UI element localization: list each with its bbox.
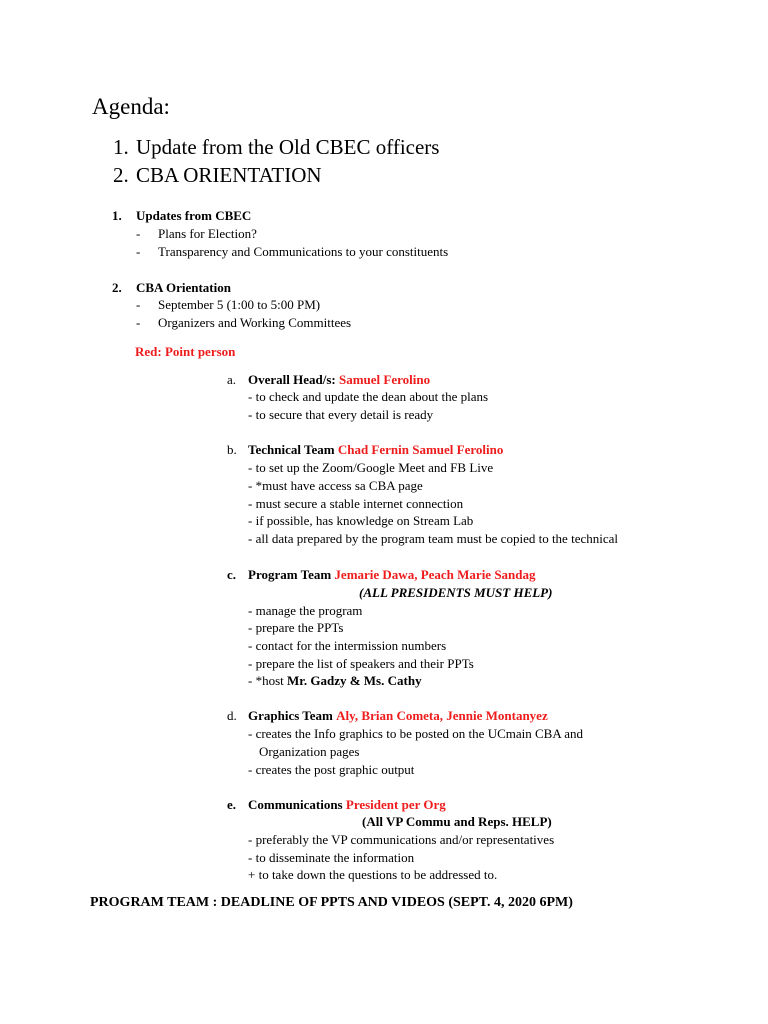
team-line: - contact for the intermission numbers [248,638,447,653]
team-line: Organization pages [259,744,360,759]
team-letter: a. [227,372,237,387]
team-leads: Samuel Ferolino [339,372,431,387]
team-c-heading [227,567,536,583]
team-line: - manage the program [248,603,363,618]
team-line: - prepare the list of speakers and their PPTs [248,656,474,671]
team-a-heading [227,372,430,388]
agenda-item [113,163,322,188]
section-2-heading [112,280,231,296]
team-b-heading [227,442,503,458]
team-line: - creates the post graphic output [248,762,415,777]
team-line: - *must have access sa CBA page [248,478,423,493]
team-host-line [248,673,422,689]
agenda-item-number: 2. [113,163,129,187]
bullet-item [136,226,257,242]
deadline-note: PROGRAM TEAM : DEADLINE OF PPTS AND VIDEOS (SEPT. 4, 2020 6PM) [90,895,573,910]
bullet-text: Plans for Election? [158,226,257,241]
agenda-item-text: Update from the Old CBEC officers [136,135,440,159]
team-help-note: (All VP Commu and Reps. HELP) [362,814,552,829]
team-line: - to check and update the dean about the plans [248,389,489,404]
team-line: - creates the Info graphics to be posted on the UCmain CBA and [248,726,584,741]
team-line: - prepare the PPTs [248,620,344,635]
host-names: Mr. Gadzy & Ms. Cathy [287,673,422,688]
team-name: Program Team [248,567,332,582]
team-name: Communications [248,797,343,812]
bullet-item [136,244,448,260]
team-help-note: (ALL PRESIDENTS MUST HELP) [359,585,553,600]
team-leads: Aly, Brian Cometa, Jennie Montanyez [336,708,548,723]
agenda-item-text: CBA ORIENTATION [136,163,322,187]
team-line: - if possible, has knowledge on Stream Lab [248,513,474,528]
bullet-item [136,315,351,331]
section-title: Updates from CBEC [136,208,252,223]
bullet-dash: - [136,226,141,241]
section-title: CBA Orientation [136,280,231,295]
team-leads: President per Org [345,797,446,812]
team-letter: d. [227,708,237,723]
team-letter: e. [227,797,237,812]
team-leads: Jemarie Dawa, Peach Marie Sandag [334,567,536,582]
agenda-item-number: 1. [113,135,129,159]
team-name: Graphics Team [248,708,333,723]
bullet-dash: - [136,297,141,312]
team-d-heading [227,708,548,724]
team-line: - to disseminate the information [248,850,415,865]
legend-note: Red: Point person [135,344,236,359]
team-leads: Chad Fernin Samuel Ferolino [337,442,504,457]
bullet-text: September 5 (1:00 to 5:00 PM) [158,297,321,312]
team-name: Technical Team [248,442,335,457]
section-number: 1. [112,208,122,223]
team-line: - to set up the Zoom/Google Meet and FB Live [248,460,494,475]
team-letter: b. [227,442,237,457]
team-line: - must secure a stable internet connection [248,496,464,511]
agenda-item [113,135,439,160]
section-1-heading [112,208,251,224]
team-e-heading [227,797,446,813]
bullet-dash: - [136,244,141,259]
team-name: Overall Head/s: [248,372,336,387]
team-line: + to take down the questions to be addressed to. [248,867,498,882]
bullet-item [136,297,320,313]
team-letter: c. [227,567,237,582]
team-line: - to secure that every detail is ready [248,407,434,422]
section-number: 2. [112,280,122,295]
agenda-title: Agenda: [92,94,170,119]
bullet-text: Transparency and Communications to your constituents [158,244,449,259]
team-line: - preferably the VP communications and/or representatives [248,832,555,847]
bullet-dash: - [136,315,141,330]
team-line: - all data prepared by the program team must be copied to the technical [248,531,618,546]
bullet-text: Organizers and Working Committees [158,315,352,330]
host-prefix: - *host [248,673,284,688]
